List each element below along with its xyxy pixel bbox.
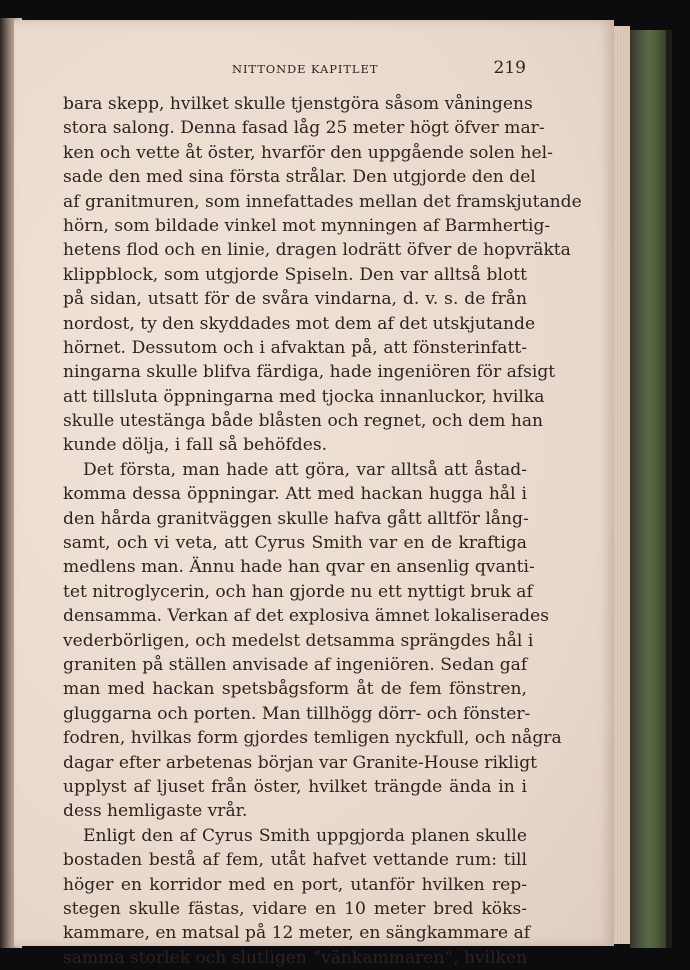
text-line: hetens flod och en linie, dragen lodrätt öfver de hopvräkta [63,240,571,261]
text-line: höger en korridor med en port, utanför hvilken rep- [63,874,527,895]
running-header [232,60,528,80]
text-line: klippblock, som utgjorde Spiseln. Den var alltså blott [63,264,527,285]
text-line: bara skepp, hvilket skulle tjenstgöra såsom våningens [63,94,533,114]
text-line: man med hackan spetsbågsform åt de fem fönstren, [63,679,527,700]
book-cover-spine [630,30,670,948]
text-line: att tillsluta öppningarna med tjocka innanluckor, hvilka [63,386,545,407]
text-line: fodren, hvilkas form gjordes temligen nyckfull, och några [63,728,562,749]
chapter-title: NITTONDE KAPITLET [232,62,379,76]
body-text [63,92,582,970]
text-line: bostaden bestå af fem, utåt hafvet vettande rum: till [63,850,527,871]
text-line: tet nitroglycerin, och han gjorde nu ett nyttigt bruk af [63,581,533,602]
text-line: den hårda granitväggen skulle hafva gått alltför lång- [63,508,529,529]
text-line: Det första, man hade att göra, var alltså att åstad- [83,459,527,480]
text-line: vederbörligen, och medelst detsamma sprängdes hål i [63,630,534,651]
page-number: 219 [493,58,526,78]
text-line: stora salong. Denna fasad låg 25 meter högt öfver mar- [63,118,545,139]
text-line: graniten på ställen anvisade af ingeniören. Sedan gaf [63,654,528,675]
text-line: af granitmuren, som innefattades mellan det framskjutande [63,191,582,212]
text-line: kammare, en matsal på 12 meter, en sängkammare af [63,923,531,944]
text-line: sade den med sina första strålar. Den utgjorde den del [63,167,536,188]
text-line: Enligt den af Cyrus Smith uppgjorda planen skulle [83,825,527,846]
text-line: ken och vette åt öster, hvarför den uppgående solen hel- [63,142,553,163]
text-line: ningarna skulle blifva färdiga, hade ingeniören för afsigt [63,362,556,383]
text-line: stegen skulle fästas, vidare en 10 meter bred köks- [63,898,527,919]
text-line: gluggarna och porten. Man tillhögg dörr- och fönster- [63,703,531,724]
text-line: medlens man. Ännu hade han qvar en ansenlig qvanti- [63,557,535,578]
text-line: upplyst af ljuset från öster, hvilket trängde ända in i [63,776,527,797]
text-line: dagar efter arbetenas början var Granite-House rikligt [63,752,538,773]
text-line: dess hemligaste vrår. [63,801,248,822]
text-line: på sidan, utsatt för de svåra vindarna, d. v. s. de från [63,289,527,310]
text-line: samma storlek och slutligen “vänkammaren“, hvilken [63,947,528,968]
page-block-edges [614,26,630,944]
text-line: skulle utestänga både blåsten och regnet, och dem han [63,411,544,432]
text-line: densamma. Verkan af det explosiva ämnet lokaliserades [63,606,550,627]
text-line: komma dessa öppningar. Att med hackan hugga hål i [63,484,527,505]
text-line: samt, och vi veta, att Cyrus Smith var en de kraftiga [63,533,527,554]
cover-edge [666,30,672,948]
text-line: nordost, ty den skyddades mot dem af det utskjutande [63,313,536,334]
text-line: kunde dölja, i fall så behöfdes. [63,435,328,456]
text-line: hörnet. Dessutom och i afvaktan på, att fönsterinfatt- [63,337,527,358]
text-line: hörn, som bildade vinkel mot mynningen af Barmhertig- [63,215,551,236]
